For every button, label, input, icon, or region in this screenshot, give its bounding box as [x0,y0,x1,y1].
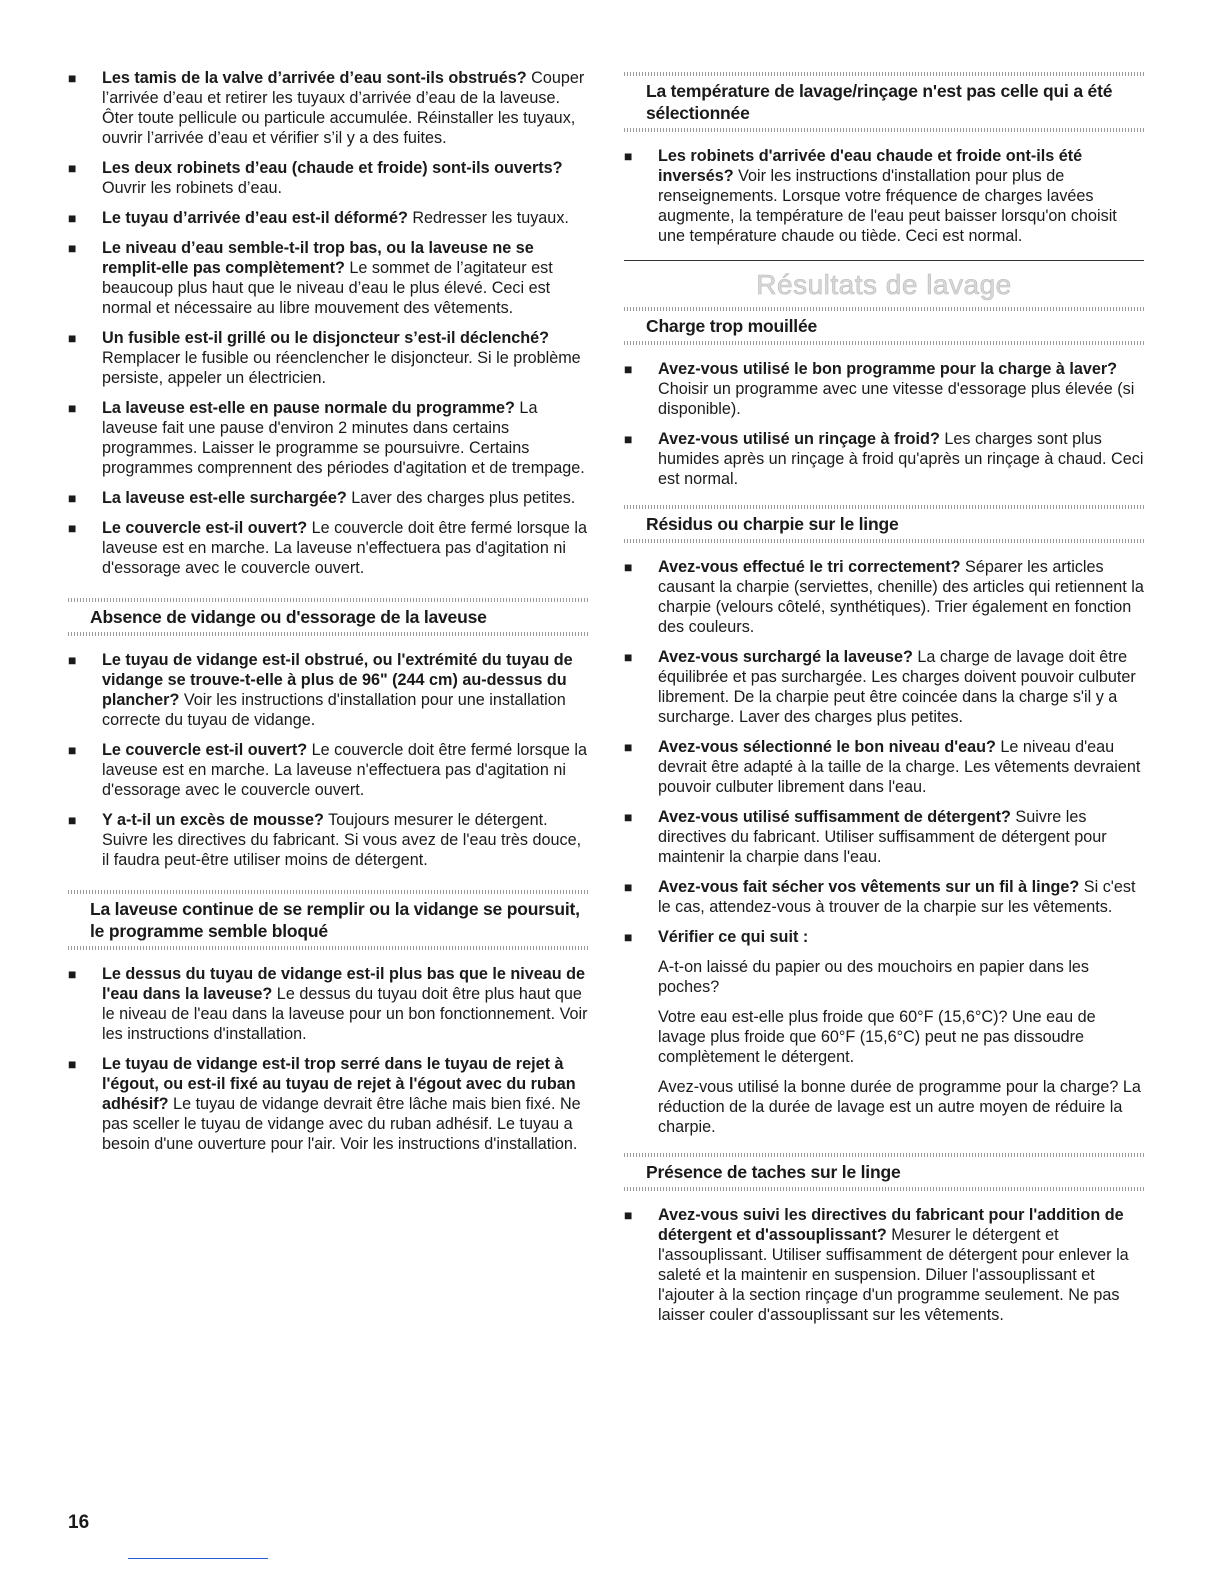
bullet: ■ [68,520,77,536]
answer: Le tuyau de vidange devrait être lâche mais bien fixé. Ne pas sceller le tuyau de vidange avec du ruban adhésif. Le tuyau a besoin d'une ouverture pour l'air. Voir les instructions d'installation. [102,1095,581,1153]
bullet: ■ [624,1207,633,1223]
list-item [624,737,1144,797]
right-column [624,72,1144,1335]
list-item [68,964,588,1044]
list-item [68,68,588,148]
section-heading: Résidus ou charpie sur le linge [646,514,899,534]
answer: Toujours mesurer le détergent. Suivre les directives du fabricant. Si vous avez de l'eau très douce, il faudra peut-être utiliser moins de détergent. [102,811,582,869]
answer: Choisir un programme avec une vitesse d'essorage plus élevée (si disponible). [658,380,1135,418]
section-remplir [68,890,588,1154]
bullet: ■ [68,210,77,226]
bullet: ■ [624,559,633,575]
section-vidange [68,598,588,870]
list-item [624,877,1144,917]
bottom-link-underline [128,1558,268,1559]
answer: Laver des charges plus petites. [346,489,576,507]
answer: Suivre les directives du fabricant. Utiliser suffisamment de détergent pour maintenir la charpie dans l'eau. [658,808,1107,866]
bullet: ■ [624,929,633,945]
list-item [68,650,588,730]
list-item [68,398,588,478]
answer: Voir les instructions d'installation pour une installation correcte du tuyau de vidange. [102,691,566,729]
bullet: ■ [68,742,77,758]
section-heading: La température de lavage/rinçage n'est pas celle qui a été sélectionnée [646,81,1113,123]
answer: Le sommet de l’agitateur est beaucoup plus haut que le niveau d’eau le plus élevé. Ceci est normal et nécessaire au libre mouvement des vêtements. [102,259,553,317]
question: Avez-vous sélectionné le bon niveau d'eau? [658,738,996,756]
answer: Voir les instructions d'installation pour plus de renseignements. Lorsque votre fréquence de charges lavées augmente, la température de l'eau peut baisser lorsqu'on choisit une température chaude ou tiède. Ceci est normal. [658,167,1117,245]
section-heading: Charge trop mouillée [646,316,818,336]
bullet: ■ [68,70,77,86]
question: Le dessus du tuyau de vidange est-il plus bas que le niveau de l'eau dans la laveuse? [102,965,586,1003]
section-charge-mouillee [624,307,1144,489]
list-item [68,518,588,578]
answer: Couper l’arrivée d’eau et retirer les tuyaux d’arrivée d’eau de la laveuse. Ôter toute pellicule ou particule accumulée. Réinstaller les tuyaux, ouvrir l’arrivée d’eau et vérifier s’il y a des fuites. [102,69,585,147]
question: Le couvercle est-il ouvert? [102,519,308,537]
question: Le tuyau de vidange est-il obstrué, ou l'extrémité du tuyau de vidange se trouve-t-elle à plus de 96" (244 cm) au-dessus du plancher? [102,651,573,709]
dotted-rule [624,128,1144,132]
dotted-rule [68,946,588,950]
answer: Le couvercle doit être fermé lorsque la laveuse est en marche. La laveuse n'effectuera pas d'agitation ni d'essorage avec le couvercle ouvert. [102,741,587,799]
list-item [68,488,588,508]
answer: Si c'est le cas, attendez-vous à trouver de la charpie sur les vêtements. [658,878,1136,916]
question: Les robinets d'arrivée d'eau chaude et froide ont-ils été inversés? [658,147,1083,185]
list-item [624,146,1144,246]
section-taches [624,1153,1144,1325]
list-item [624,927,1144,947]
dotted-rule [624,341,1144,345]
section-heading: Présence de taches sur le linge [646,1162,901,1182]
bullet: ■ [624,739,633,755]
list-item [68,208,588,228]
bullet: ■ [68,330,77,346]
answer: Séparer les articles causant la charpie (serviettes, chenille) des articles qui retiennent la charpie (velours côtelé, synthétiques). Trier également en fonction des couleurs. [658,558,1144,636]
bullet: ■ [624,148,633,164]
paragraph: A-t-on laissé du papier ou des mouchoirs en papier dans les poches? [658,958,1090,996]
left-top-list [68,68,588,578]
bullet: ■ [624,649,633,665]
list-item [624,807,1144,867]
bullet: ■ [68,160,77,176]
paragraph: Avez-vous utilisé la bonne durée de programme pour la charge? La réduction de la durée de lavage est un autre moyen de réduire la charpie. [658,1078,1141,1136]
question: Avez-vous utilisé suffisamment de détergent? [658,808,1011,826]
answer: Ouvrir les robinets d’eau. [102,179,282,197]
question: Le couvercle est-il ouvert? [102,741,308,759]
bullet: ■ [624,809,633,825]
question: Les tamis de la valve d’arrivée d’eau sont-ils obstrués? [102,69,527,87]
list-item [624,557,1144,637]
list-item [68,158,588,198]
bullet: ■ [68,966,77,982]
answer: La laveuse fait une pause d'environ 2 minutes dans certains programmes. Laisser le programme se poursuivre. Certains programmes comprennent des périodes d'agitation et de trempage. [102,399,585,477]
question: Le niveau d’eau semble-t-il trop bas, ou la laveuse ne se remplit-elle pas complètement? [102,239,534,277]
section-heading: La laveuse continue de se remplir ou la vidange se poursuit, le programme semble bloqué [90,899,580,941]
question: La laveuse est-elle en pause normale du programme? [102,399,515,417]
question: Avez-vous suivi les directives du fabricant pour l'addition de détergent et d'assouplissant? [658,1206,1124,1244]
answer: Remplacer le fusible ou réenclencher le disjoncteur. Si le problème persiste, appeler un électricien. [102,349,581,387]
question: La laveuse est-elle surchargée? [102,489,347,507]
section-temperature [624,72,1144,246]
question: Avez-vous utilisé le bon programme pour la charge à laver? [658,360,1118,378]
question: Avez-vous utilisé un rinçage à froid? [658,430,940,448]
question: Avez-vous surchargé la laveuse? [658,648,913,666]
results-heading: Résultats de lavage [756,269,1012,300]
bullet: ■ [68,1056,77,1072]
answer: Mesurer le détergent et l'assouplissant. Utiliser suffisamment de détergent pour enlever la saleté et la maintenir en suspension. Diluer l'assouplissant et l'ajouter à la section rinçage d'un programme seulement. Ne pas laisser couler d'assouplissant sur les vêtements. [658,1226,1129,1324]
page-number: 16 [68,1512,90,1533]
bullet: ■ [68,490,77,506]
answer: La charge de lavage doit être équilibrée et pas surchargée. Les charges doivent pouvoir culbuter librement. De la charpie peut être coincée dans la charge s'il y a surcharge. Laver des charges plus petites. [658,648,1136,726]
dotted-rule [624,1187,1144,1191]
question: Y a-t-il un excès de mousse? [102,811,324,829]
section-residus [624,505,1144,1137]
dotted-rule [624,539,1144,543]
answer: Les charges sont plus humides après un rinçage à froid qu'après un rinçage à chaud. Ceci est normal. [658,430,1144,488]
list-item [68,238,588,318]
list-item [624,429,1144,489]
question: Le tuyau de vidange est-il trop serré dans le tuyau de rejet à l'égout, ou est-il fixé au tuyau de rejet à l'égout avec du ruban adhésif? [102,1055,576,1113]
bullet: ■ [624,431,633,447]
list-item [624,647,1144,727]
question: Avez-vous fait sécher vos vêtements sur un fil à linge? [658,878,1080,896]
answer: Le couvercle doit être fermé lorsque la laveuse est en marche. La laveuse n'effectuera pas d'agitation ni d'essorage avec le couvercle ouvert. [102,519,587,577]
question: Avez-vous effectué le tri correctement? [658,558,961,576]
bullet: ■ [68,400,77,416]
question: Les deux robinets d’eau (chaude et froide) sont-ils ouverts? [102,159,563,177]
bullet: ■ [68,240,77,256]
list-item [68,1054,588,1154]
answer: Le dessus du tuyau doit être plus haut que le niveau de l'eau dans la laveuse pour un bon fonctionnement. Voir les instructions d'installation. [102,985,588,1043]
bullet: ■ [68,652,77,668]
list-item [68,740,588,800]
answer: Le niveau d'eau devrait être adapté à la taille de la charge. Les vêtements devraient pouvoir culbuter librement dans l'eau. [658,738,1141,796]
dotted-rule [68,632,588,636]
bullet: ■ [624,361,633,377]
bullet: ■ [68,812,77,828]
list-item [68,810,588,870]
list-item [68,328,588,388]
question: Vérifier ce qui suit : [658,928,809,946]
paragraph: Votre eau est-elle plus froide que 60°F (15,6°C)? Une eau de lavage plus froide que 60°F (15,6°C) peut ne pas dissoudre complètement le détergent. [658,1008,1096,1066]
question: Le tuyau d’arrivée d’eau est-il déformé? [102,209,408,227]
answer: Redresser les tuyaux. [407,209,569,227]
list-item [624,1205,1144,1325]
list-item [624,359,1144,419]
question: Un fusible est-il grillé ou le disjoncteur s’est-il déclenché? [102,329,550,347]
bullet: ■ [624,879,633,895]
left-column [68,68,588,1164]
section-heading: Absence de vidange ou d'essorage de la laveuse [90,607,487,627]
